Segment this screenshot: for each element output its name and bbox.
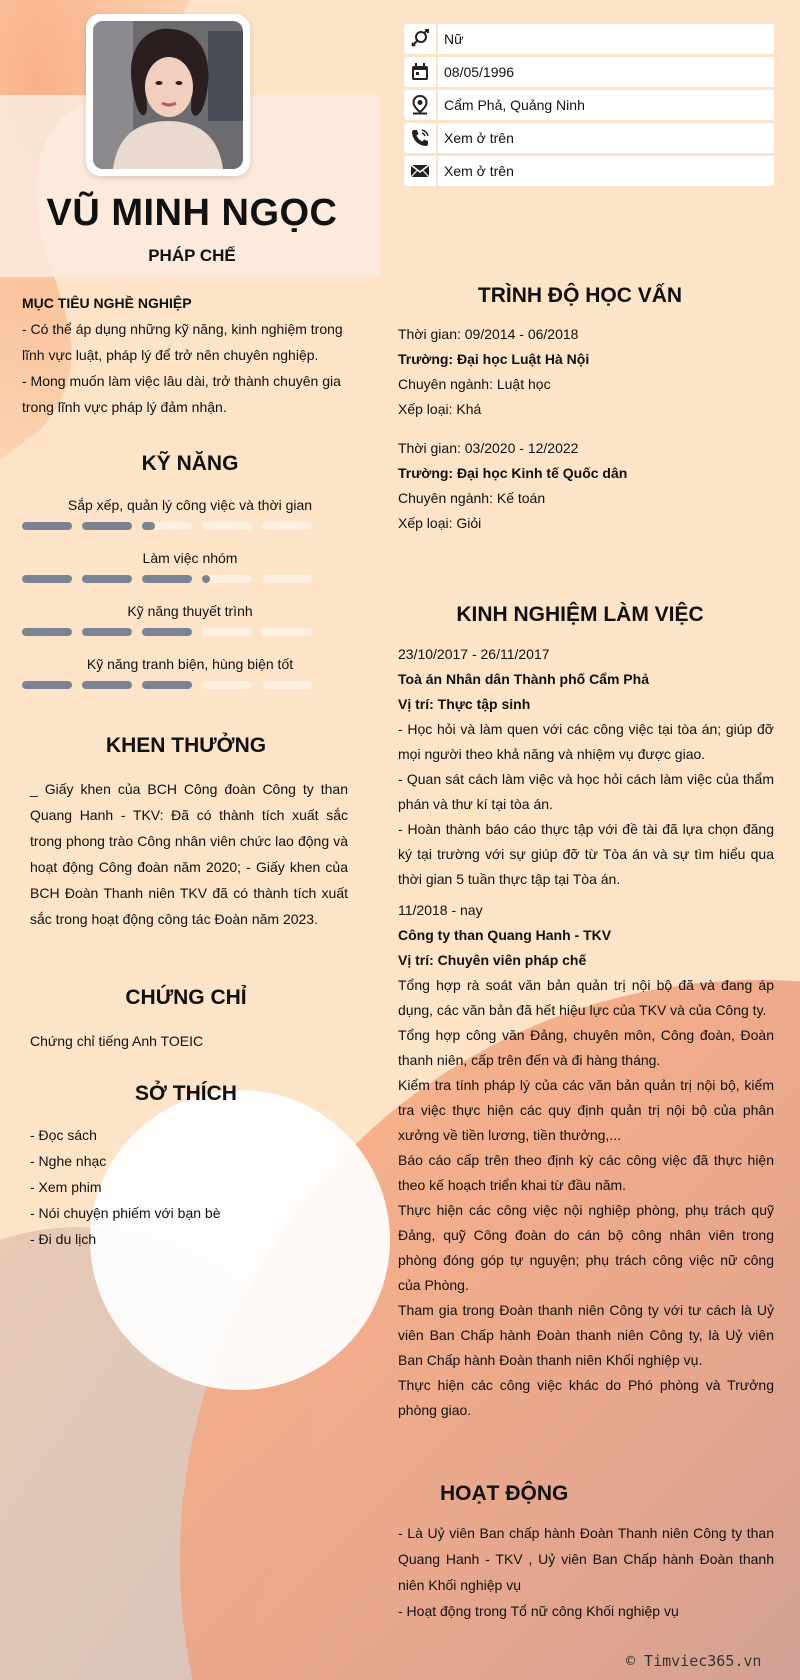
hobby-item: - Nói chuyện phiếm với bạn bè: [30, 1205, 221, 1221]
education-grade: Xếp loại: Giỏi: [398, 515, 482, 531]
experience-duty: Thực hiện các công việc khác do Phó phòng và Trưởng phòng giao.: [398, 1377, 774, 1418]
gender-icon: [404, 24, 436, 54]
skill-bar-segment: [82, 681, 132, 689]
activities-list: [398, 1520, 774, 1624]
experience-position: Vị trí: Chuyên viên pháp chế: [398, 952, 587, 968]
experience-entry: [398, 642, 774, 892]
skill-bar-segment: [22, 522, 72, 530]
skill-bar-fill: [82, 575, 132, 583]
skills-list: [22, 494, 358, 706]
skill-bar-segment: [22, 681, 72, 689]
skill-bar-fill: [22, 681, 72, 689]
skill-bar-fill: [142, 522, 155, 530]
certificates-title: CHỨNG CHỈ: [125, 986, 247, 1009]
education-list: [398, 322, 774, 550]
skill-bar-fill: [22, 628, 72, 636]
education-school: Trường: Đại học Kinh tế Quốc dân: [398, 465, 628, 481]
career-objective: [22, 292, 352, 420]
education-title: TRÌNH ĐỘ HỌC VẤN: [477, 284, 683, 307]
skill-name: Kỹ năng thuyết trình: [127, 603, 253, 619]
hobbies-title: SỞ THÍCH: [135, 1082, 237, 1105]
mail-icon: [404, 156, 436, 186]
education-entry: [398, 436, 774, 536]
contact-row-phone: [404, 123, 774, 153]
skill-bar-fill: [22, 575, 72, 583]
awards-title: KHEN THƯỞNG: [105, 734, 267, 757]
experience-time: 11/2018 - nay: [398, 902, 483, 918]
skill-bar-segment: [142, 575, 192, 583]
skill-bar-segment: [82, 628, 132, 636]
experience-company: Toà án Nhân dân Thành phố Cẩm Phả: [398, 671, 649, 687]
skill-name: Sắp xếp, quản lý công việc và thời gian: [67, 497, 313, 513]
contact-birthday-value: 08/05/1996: [438, 57, 774, 87]
experience-duty: Kiểm tra tính pháp lý của các văn bản quản trị nội bộ, kiểm tra việc thực hiện các quy định quản trị nội bộ của phân xưởng về tiền lương, tiền thưởng,...: [398, 1077, 774, 1143]
skill-bar-fill: [142, 628, 192, 636]
education-grade: Xếp loại: Khá: [398, 401, 482, 417]
activity-line: - Là Uỷ viên Ban chấp hành Đoàn Thanh niên Công ty than Quang Hanh - TKV , Uỷ viên Ban Chấp hành Đoàn thanh niên Khối nghiệp vụ: [398, 1525, 774, 1593]
skill-bar-segment: [82, 522, 132, 530]
objective-title: MỤC TIÊU NGHỀ NGHIỆP: [22, 295, 192, 311]
skill-bar-segment: [262, 628, 312, 636]
experience-duty: Báo cáo cấp trên theo định kỳ các công việc đã thực hiện theo kế hoạch triển khai từ đầu năm.: [398, 1152, 774, 1193]
candidate-name: VŨ MINH NGỌC: [46, 192, 338, 234]
skill-bar-segment: [262, 681, 312, 689]
objective-line: - Mong muốn làm việc lâu dài, trở thành chuyên gia trong lĩnh vực pháp lý đảm nhận.: [22, 373, 341, 415]
objective-line: - Có thể áp dụng những kỹ năng, kinh nghiệm trong lĩnh vực luật, pháp lý để trở nên chuyên nghiệp.: [22, 321, 343, 363]
activity-line: - Hoạt động trong Tổ nữ công Khối nghiệp vụ: [398, 1603, 679, 1619]
experience-list: [398, 642, 774, 1429]
skill-bar-fill: [142, 575, 192, 583]
experience-entry: [398, 898, 774, 1423]
skill-bar-segment: [202, 522, 252, 530]
skills-title: KỸ NĂNG: [141, 452, 239, 475]
skill-bar-segment: [142, 681, 192, 689]
contact-email-value: Xem ở trên: [438, 156, 774, 186]
skill-level-bar: [22, 628, 358, 636]
education-school: Trường: Đại học Luật Hà Nội: [398, 351, 590, 367]
skill-bar-segment: [202, 681, 252, 689]
education-entry: [398, 322, 774, 422]
experience-duty: Tham gia trong Đoàn thanh niên Công ty với tư cách là Uỷ viên Ban Chấp hành Đoàn thanh niên Công ty, là Uỷ viên Ban Chấp hành Đoàn thanh niên Khối nghiệp vụ.: [398, 1302, 774, 1368]
skill-bar-segment: [82, 575, 132, 583]
watermark: © Timviec365.vn: [626, 1652, 762, 1670]
skill-bar-fill: [82, 628, 132, 636]
skill-bar-fill: [22, 522, 72, 530]
skill-bar-fill: [142, 681, 192, 689]
profile-photo: [93, 21, 243, 169]
skill-item: [22, 653, 358, 706]
calendar-icon: [404, 57, 436, 87]
hobby-item: - Đi du lịch: [30, 1231, 97, 1247]
skill-bar-segment: [22, 628, 72, 636]
experience-company: Công ty than Quang Hanh - TKV: [398, 927, 612, 943]
hobby-item: - Xem phim: [30, 1179, 102, 1195]
skill-name: Làm việc nhóm: [142, 550, 238, 566]
contact-row-birthday: [404, 57, 774, 87]
certificate-item: Chứng chỉ tiếng Anh TOEIC: [30, 1033, 204, 1049]
hobby-item: - Đọc sách: [30, 1127, 97, 1143]
skill-bar-segment: [22, 575, 72, 583]
experience-duty: - Quan sát cách làm việc và học hỏi cách làm việc của thẩm phán và thư kí tại tòa án.: [398, 771, 774, 812]
experience-position: Vị trí: Thực tập sinh: [398, 696, 531, 712]
job-title: PHÁP CHẾ: [148, 246, 236, 265]
phone-icon: [404, 123, 436, 153]
awards-text: _ Giấy khen của BCH Công đoàn Công ty than Quang Hanh - TKV: Đã có thành tích xuất sắc trong phong trào Công nhân viên chức lao động và hoạt động Công đoàn năm 2020; - Giấy khen của BCH Đoàn Thanh niên TKV đã có thành tích xuất sắc trong hoạt động công tác Đoàn năm 2023.: [30, 781, 348, 927]
hobbies-list: [30, 1122, 348, 1252]
skill-item: [22, 600, 358, 653]
contact-gender-value: Nữ: [438, 24, 774, 54]
education-time: Thời gian: 03/2020 - 12/2022: [398, 440, 579, 456]
experience-time: 23/10/2017 - 26/11/2017: [398, 646, 550, 662]
contact-address-value: Cẩm Phả, Quảng Ninh: [438, 90, 774, 120]
hobby-item: - Nghe nhạc: [30, 1153, 107, 1169]
experience-duty: Thực hiện các công việc nội nghiệp phòng, phụ trách quỹ Đảng, quỹ Công đoàn do cán bộ công nhân viên trong phòng đóng góp tự nguyện; phụ trách công việc nữ công của Phòng.: [398, 1202, 774, 1293]
skill-bar-segment: [142, 522, 192, 530]
experience-duty: Tổng hợp công văn Đảng, chuyên môn, Công đoàn, Đoàn thanh niên, cấp trên đến và đi hàng tháng.: [398, 1027, 774, 1068]
skill-bar-segment: [202, 628, 252, 636]
certificates-list: [30, 1028, 348, 1054]
skill-level-bar: [22, 681, 358, 689]
skill-bar-fill: [202, 575, 210, 583]
skill-bar-segment: [142, 628, 192, 636]
skill-level-bar: [22, 522, 358, 530]
skill-name: Kỹ năng tranh biện, hùng biện tốt: [86, 656, 294, 672]
education-time: Thời gian: 09/2014 - 06/2018: [398, 326, 579, 342]
contact-phone-value: Xem ở trên: [438, 123, 774, 153]
skill-level-bar: [22, 575, 358, 583]
contact-row-address: [404, 90, 774, 120]
activities-title: HOẠT ĐỘNG: [440, 1482, 569, 1505]
skill-bar-fill: [82, 522, 132, 530]
profile-photo-frame: [86, 14, 250, 176]
contact-list: [404, 24, 774, 189]
skill-item: [22, 547, 358, 600]
location-pin-icon: [404, 90, 436, 120]
education-major: Chuyên ngành: Luật học: [398, 376, 551, 392]
contact-row-email: [404, 156, 774, 186]
experience-duty: Tổng hợp rà soát văn bản quản trị nội bộ đã và đang áp dụng, các văn bản đã hết hiệu lực của TKV và của Công ty.: [398, 977, 774, 1018]
skill-bar-fill: [82, 681, 132, 689]
contact-row-gender: [404, 24, 774, 54]
education-major: Chuyên ngành: Kế toán: [398, 490, 546, 506]
experience-title: KINH NGHIỆM LÀM VIỆC: [456, 603, 704, 626]
skill-bar-segment: [262, 522, 312, 530]
skill-item: [22, 494, 358, 547]
experience-duty: - Hoàn thành báo cáo thực tập với đề tài đã lựa chọn đăng ký tại trường với sự giúp đỡ từ Tòa án và sự tìm hiểu qua thời gian 5 tuần thực tập tại Tòa án.: [398, 821, 774, 887]
skill-bar-segment: [262, 575, 312, 583]
experience-duty: - Học hỏi và làm quen với các công việc tại tòa án; giúp đỡ mọi người theo khả năng và nhiệm vụ được giao.: [398, 721, 774, 762]
skill-bar-segment: [202, 575, 252, 583]
